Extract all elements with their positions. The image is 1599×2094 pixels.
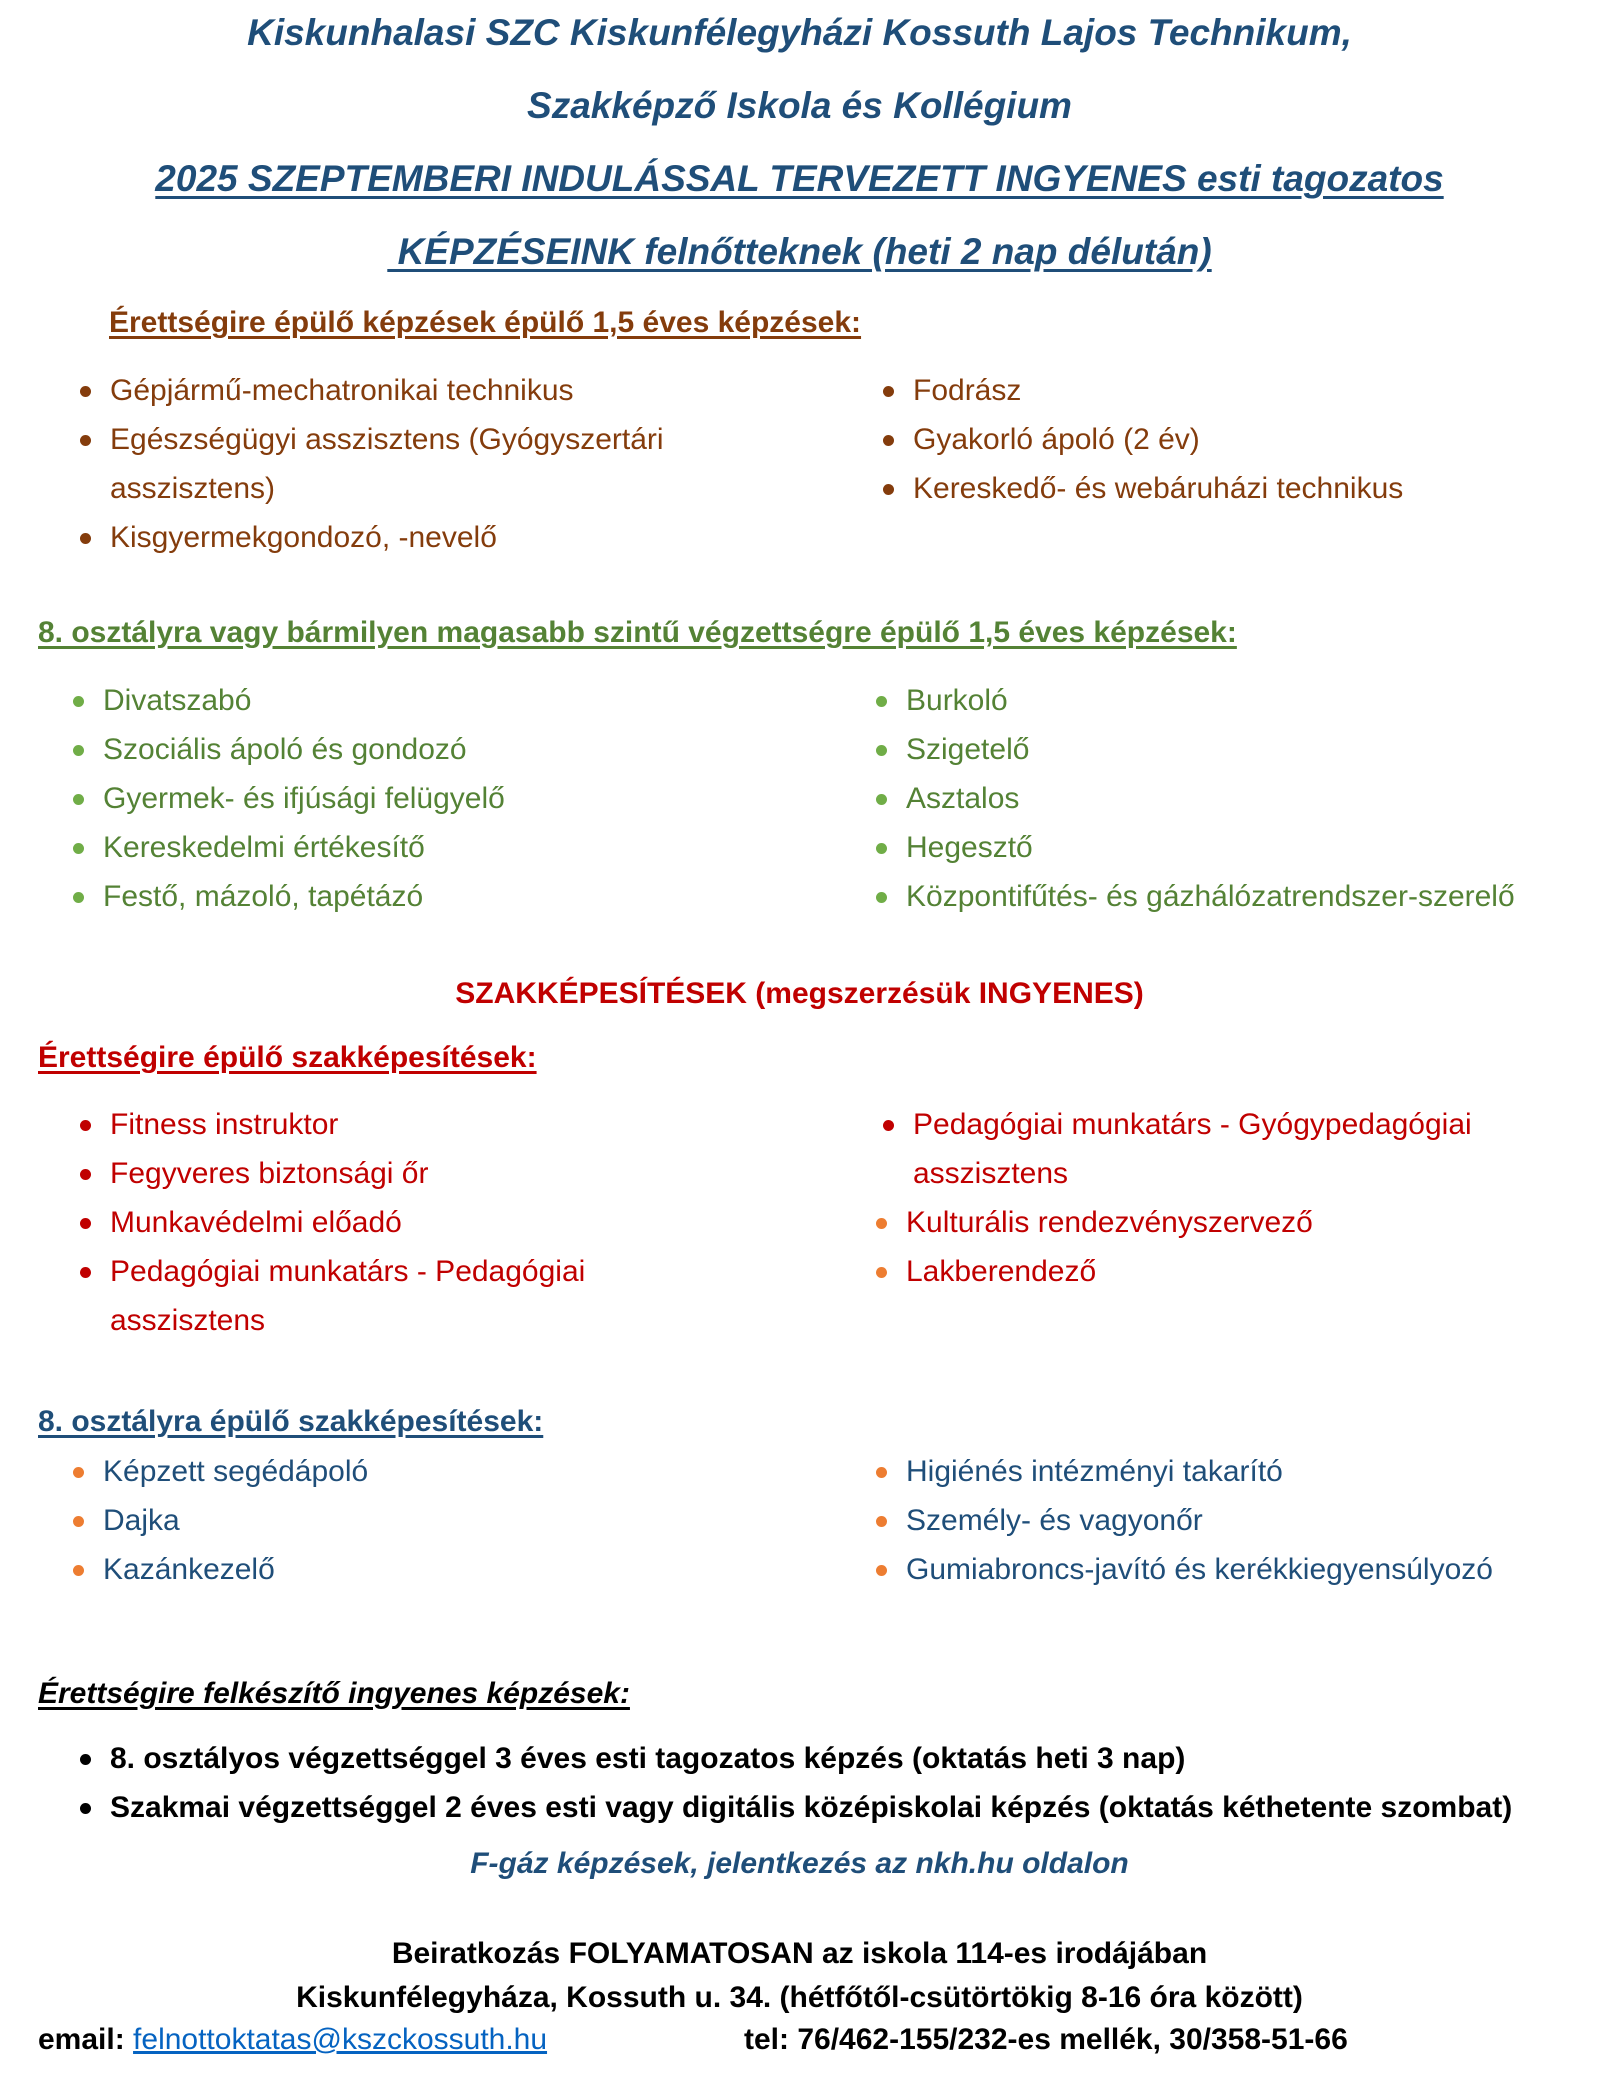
list-item: Pedagógiai munkatárs - Gyógypedagógiai xyxy=(913,1100,1472,1149)
bullet-icon xyxy=(73,1565,84,1576)
list-item-continuation: asszisztens) xyxy=(110,472,276,505)
bullet-icon xyxy=(876,892,887,903)
list-item: Képzett segédápoló xyxy=(103,1447,368,1496)
section3-right-list-2 xyxy=(906,1198,1313,1296)
bullet-icon xyxy=(876,1565,887,1576)
list-item: Pedagógiai munkatárs - Pedagógiai xyxy=(110,1247,585,1296)
email-link[interactable]: felnottoktatas@kszckossuth.hu xyxy=(133,2023,548,2056)
list-item: Lakberendező xyxy=(906,1247,1313,1296)
list-item: Kereskedelmi értékesítő xyxy=(103,823,505,872)
bullet-icon xyxy=(876,1218,887,1229)
list-item: Gyermek- és ifjúsági felügyelő xyxy=(103,774,505,823)
list-item: Személy- és vagyonőr xyxy=(906,1496,1493,1545)
section4-right-list xyxy=(906,1447,1493,1594)
bullet-icon xyxy=(80,435,91,446)
header-line-3: 2025 SZEPTEMBERI INDULÁSSAL TERVEZETT INGYENES esti tagozatos xyxy=(155,158,1444,199)
bullet-icon xyxy=(73,892,84,903)
section5-heading: Érettségire felkészítő ingyenes képzések: xyxy=(38,1677,630,1710)
list-item: Szakmai végzettséggel 2 éves esti vagy digitális középiskolai képzés (oktatás kéthetente szombat) xyxy=(110,1783,1512,1832)
bullet-icon xyxy=(876,745,887,756)
section3-title: SZAKKÉPESÍTÉSEK (megszerzésük INGYENES) xyxy=(455,977,1144,1010)
bullet-icon xyxy=(80,533,91,544)
list-item: Kulturális rendezvényszervező xyxy=(906,1198,1313,1247)
footer-phone: tel: 76/462-155/232-es mellék, 30/358-51-66 xyxy=(744,2023,1348,2056)
footer-email-row xyxy=(38,2023,547,2057)
bullet-icon xyxy=(80,1754,91,1765)
list-item: Gyakorló ápoló (2 év) xyxy=(913,415,1403,464)
list-item: Gépjármű-mechatronikai technikus xyxy=(110,366,664,415)
bullet-icon xyxy=(80,1803,91,1814)
list-item-continuation: asszisztens xyxy=(913,1157,1069,1190)
section3-right-list-1 xyxy=(913,1100,1472,1198)
fgaz-note: F-gáz képzések, jelentkezés az nkh.hu oldalon xyxy=(470,1847,1129,1880)
list-item: Fodrász xyxy=(913,366,1403,415)
bullet-icon xyxy=(876,696,887,707)
list-item: Festő, mázoló, tapétázó xyxy=(103,872,505,921)
bullet-icon xyxy=(73,745,84,756)
list-item: Gumiabroncs-javító és kerékkiegyensúlyozó xyxy=(906,1545,1493,1594)
list-item: Kazánkezelő xyxy=(103,1545,368,1594)
bullet-icon xyxy=(876,1467,887,1478)
bullet-icon xyxy=(80,1120,91,1131)
section3-heading: Érettségire épülő szakképesítések: xyxy=(38,1041,537,1074)
bullet-icon xyxy=(73,843,84,854)
list-item: Egészségügyi asszisztens (Gyógyszertári xyxy=(110,415,664,464)
list-item: 8. osztályos végzettséggel 3 éves esti tagozatos képzés (oktatás heti 3 nap) xyxy=(110,1734,1512,1783)
section2-right-list xyxy=(906,676,1515,921)
bullet-icon xyxy=(876,794,887,805)
footer-address: Kiskunfélegyháza, Kossuth u. 34. (hétfőtől-csütörtökig 8-16 óra között) xyxy=(296,1981,1303,2014)
list-item: Burkoló xyxy=(906,676,1515,725)
list-item: Kereskedő- és webáruházi technikus xyxy=(913,464,1403,513)
list-item: Dajka xyxy=(103,1496,368,1545)
section2-heading: 8. osztályra vagy bármilyen magasabb szintű végzettségre épülő 1,5 éves képzések: xyxy=(38,616,1237,649)
section1-right-list xyxy=(913,366,1403,513)
list-item: Hegesztő xyxy=(906,823,1515,872)
bullet-icon xyxy=(73,696,84,707)
bullet-icon xyxy=(883,484,894,495)
bullet-icon xyxy=(883,1120,894,1131)
list-item: Higiénés intézményi takarító xyxy=(906,1447,1493,1496)
section2-left-list xyxy=(103,676,505,921)
section4-heading: 8. osztályra épülő szakképesítések: xyxy=(38,1405,544,1438)
list-item: Szociális ápoló és gondozó xyxy=(103,725,505,774)
list-item: Munkavédelmi előadó xyxy=(110,1198,585,1247)
list-item: Kisgyermekgondozó, -nevelő xyxy=(110,513,664,562)
bullet-icon xyxy=(80,1267,91,1278)
bullet-icon xyxy=(80,386,91,397)
header-line-2: Szakképző Iskola és Kollégium xyxy=(527,85,1072,126)
list-item: Szigetelő xyxy=(906,725,1515,774)
section1-heading: Érettségire épülő képzések épülő 1,5 éves képzések: xyxy=(109,306,862,339)
bullet-icon xyxy=(876,1267,887,1278)
list-item: Fitness instruktor xyxy=(110,1100,585,1149)
section1-left-list xyxy=(110,366,664,562)
list-item: Központifűtés- és gázhálózatrendszer-szerelő xyxy=(906,872,1515,921)
list-item: Asztalos xyxy=(906,774,1515,823)
list-item-continuation: asszisztens xyxy=(110,1304,266,1337)
footer-enrollment: Beiratkozás FOLYAMATOSAN az iskola 114-es irodájában xyxy=(391,1937,1208,1970)
bullet-icon xyxy=(80,1169,91,1180)
bullet-icon xyxy=(883,386,894,397)
section3-left-list xyxy=(110,1100,585,1345)
header-line-1: Kiskunhalasi SZC Kiskunfélegyházi Kossuth Lajos Technikum, xyxy=(247,12,1352,53)
section4-left-list xyxy=(103,1447,368,1594)
section5-list xyxy=(110,1734,1512,1832)
bullet-icon xyxy=(73,1467,84,1478)
bullet-icon xyxy=(73,794,84,805)
list-item: Divatszabó xyxy=(103,676,505,725)
email-label: email: xyxy=(38,2023,134,2056)
bullet-icon xyxy=(73,1516,84,1527)
list-item: Fegyveres biztonsági őr xyxy=(110,1149,585,1198)
header-line-4: KÉPZÉSEINK felnőtteknek (heti 2 nap délután) xyxy=(387,231,1212,272)
bullet-icon xyxy=(876,1516,887,1527)
bullet-icon xyxy=(883,435,894,446)
bullet-icon xyxy=(876,843,887,854)
bullet-icon xyxy=(80,1218,91,1229)
